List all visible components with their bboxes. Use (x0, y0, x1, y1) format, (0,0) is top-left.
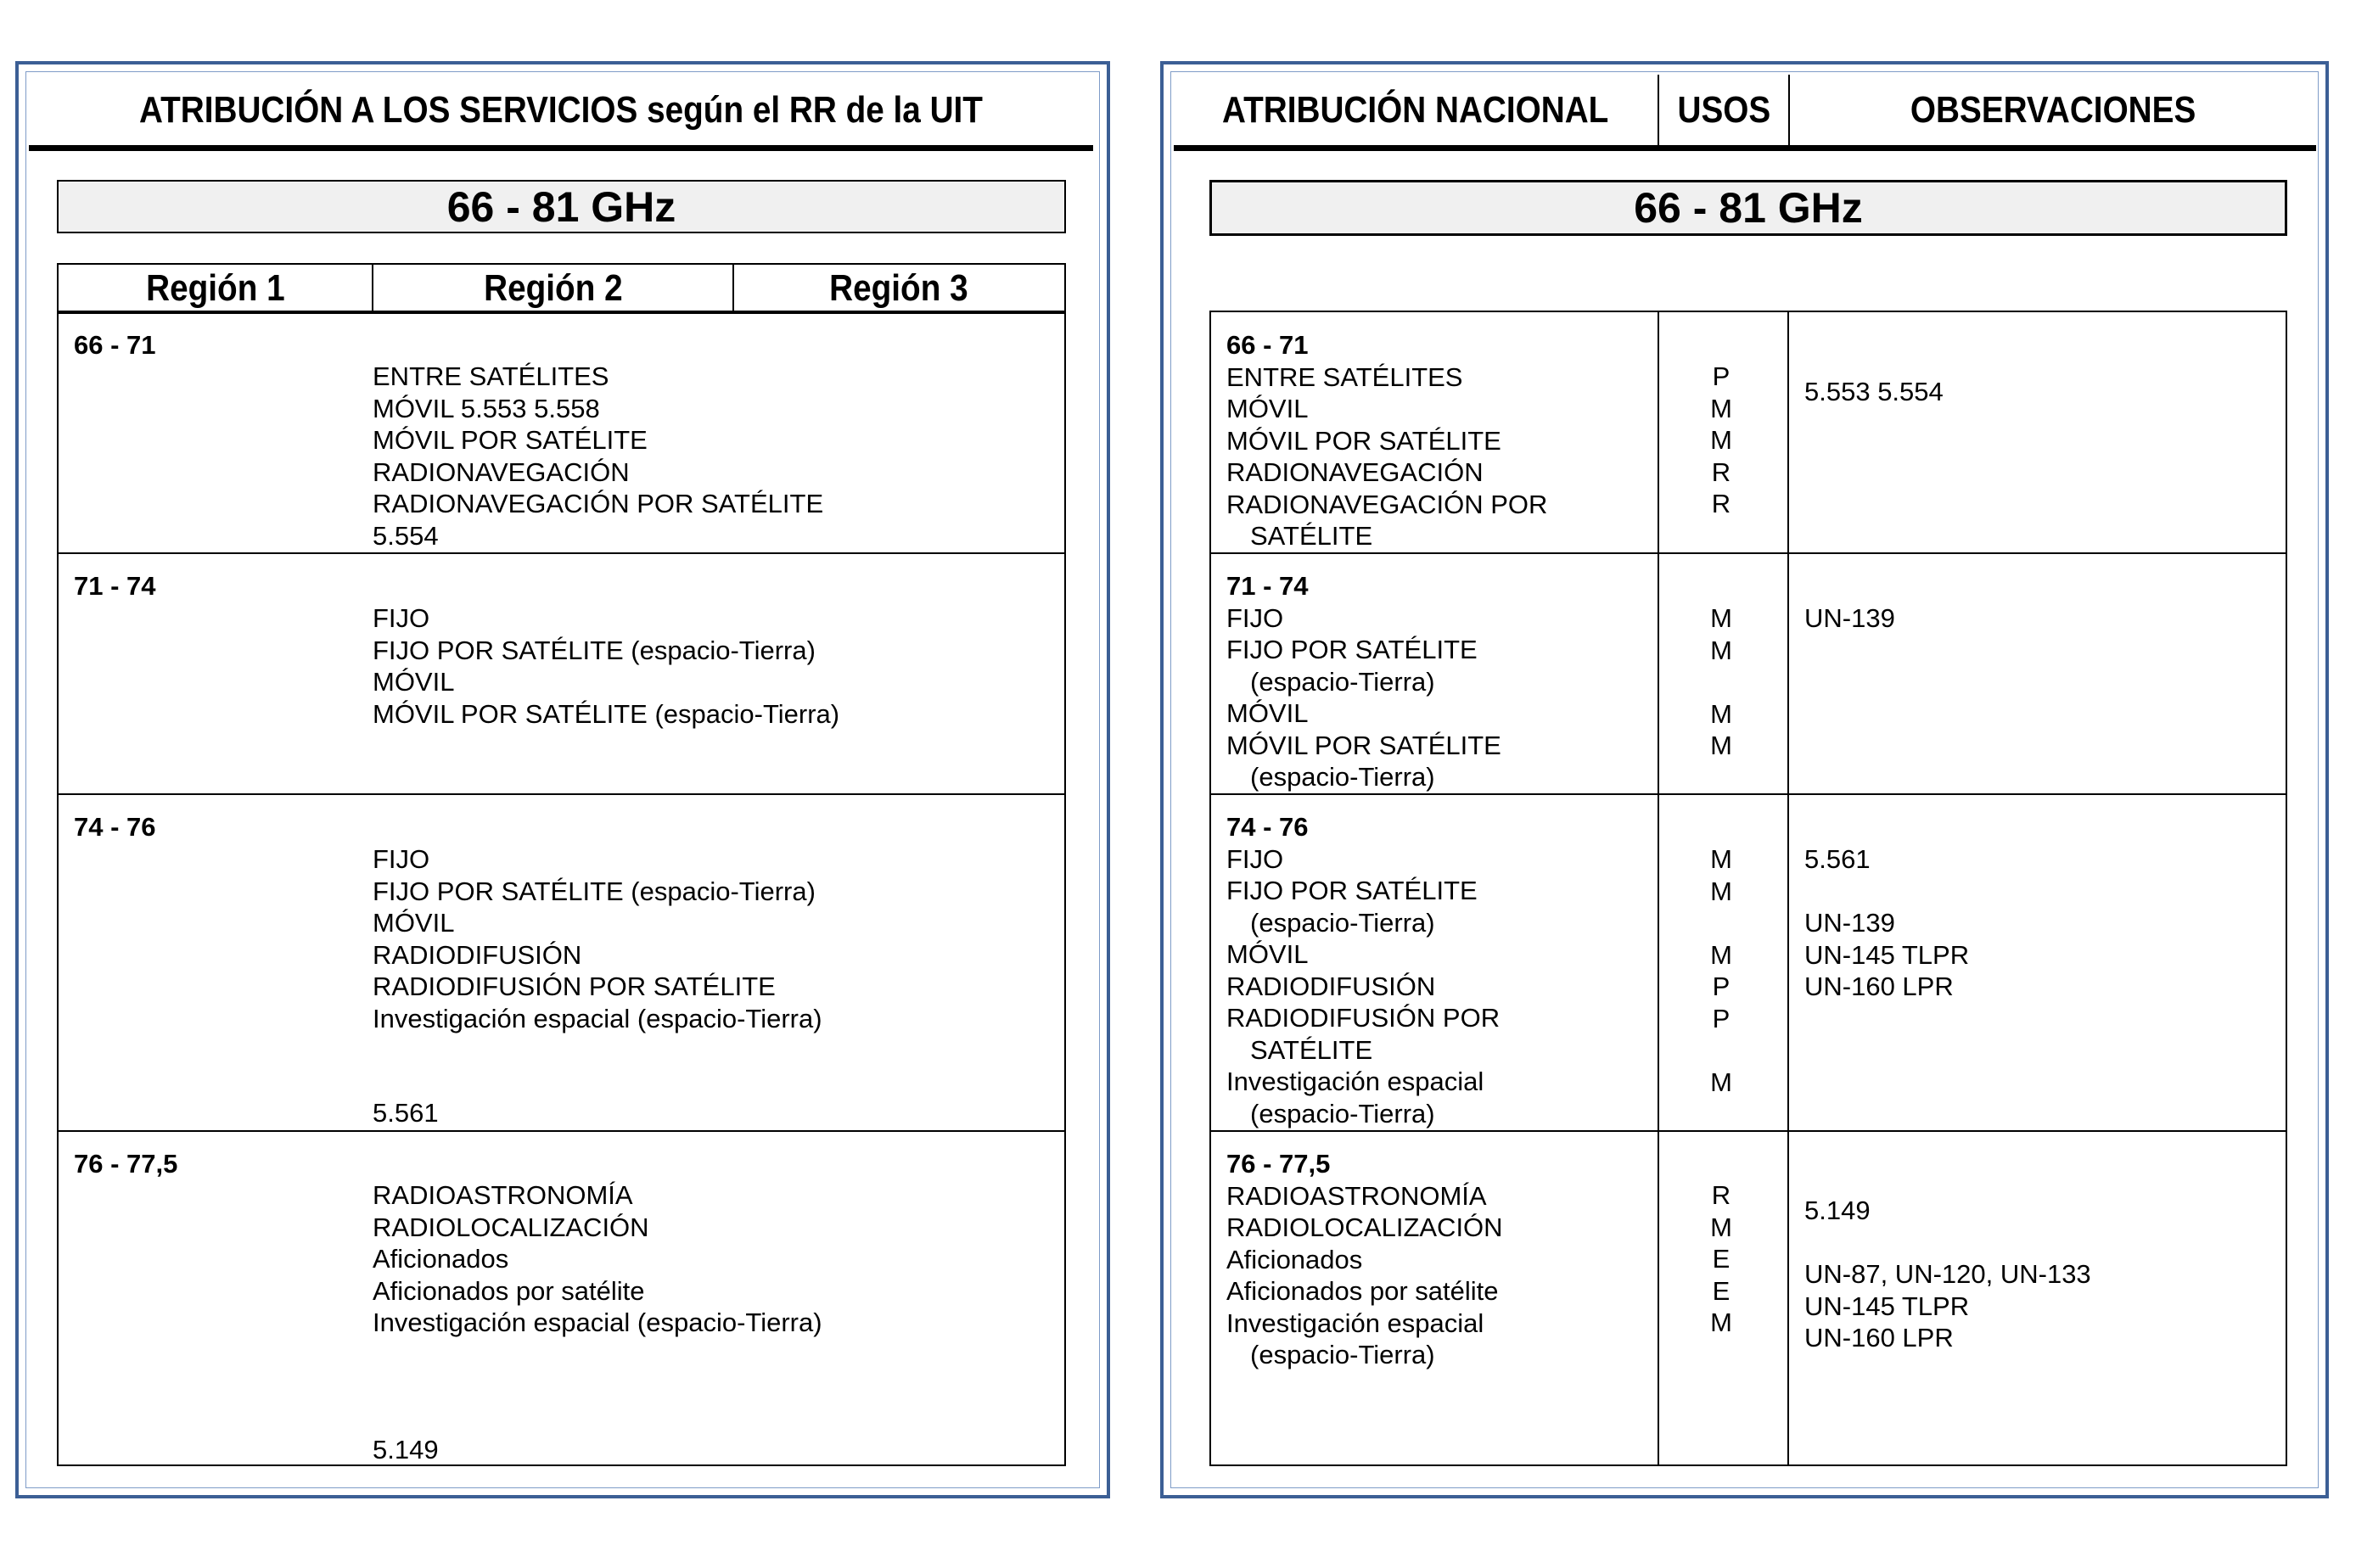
footnote: 5.149 (373, 1435, 439, 1464)
use-code: M (1710, 939, 1732, 970)
service-line: (espacio-Tierra) (1250, 666, 1435, 697)
use-code (1658, 907, 1785, 939)
row-divider (1211, 552, 2286, 554)
use-code: M (1710, 1308, 1732, 1337)
service-line: MÓVIL (373, 667, 455, 697)
use-code: P (1712, 972, 1731, 1001)
service-line: RADIODIFUSIÓN POR SATÉLITE (373, 972, 776, 1001)
service-line: 5.554 (373, 520, 439, 551)
observation-line: UN-139 (1804, 603, 1895, 633)
observation-line (1804, 876, 1969, 908)
table-row (74, 1148, 177, 1180)
service-line: FIJO POR SATÉLITE (espacio-Tierra) (373, 635, 816, 665)
service-line: ENTRE SATÉLITES (1226, 361, 1463, 392)
region-header-row (57, 263, 1066, 314)
left-header (29, 75, 1093, 151)
observation-line: 5.561 (1804, 844, 1871, 874)
service-line: FIJO (373, 603, 430, 633)
row-divider (59, 793, 1064, 795)
left-header-title: ATRIBUCIÓN A LOS SERVICIOS según el RR de la UIT (139, 88, 983, 131)
service-line: (espacio-Tierra) (1250, 907, 1435, 938)
observation-line: UN-160 LPR (1804, 1323, 1954, 1352)
use-code: M (1710, 603, 1732, 633)
service-list (373, 843, 822, 1034)
observations-cell (1804, 843, 1969, 1003)
band-range: 76 - 77,5 (74, 1149, 178, 1179)
service-line: RADIONAVEGACIÓN (1226, 457, 1484, 487)
use-code: R (1711, 489, 1731, 518)
region-divider (732, 265, 734, 312)
national-allocation-cell (1226, 1148, 1503, 1371)
row-divider (1211, 793, 2286, 795)
service-line: MÓVIL (1226, 394, 1309, 423)
observation-line (1804, 1227, 2091, 1259)
use-code: P (1712, 361, 1731, 391)
header-uses: USOS (1677, 88, 1770, 131)
band-range: 66 - 71 (74, 330, 156, 360)
use-code: R (1711, 456, 1731, 487)
service-line: ENTRE SATÉLITES (373, 361, 609, 391)
service-list (373, 361, 823, 552)
service-line: (espacio-Tierra) (1250, 762, 1435, 792)
service-line: MÓVIL (1226, 939, 1309, 969)
right-band-label: 66 - 81 GHz (1634, 184, 1863, 232)
use-code: M (1710, 393, 1732, 423)
service-line: Investigación espacial (espacio-Tierra) (373, 1003, 822, 1033)
national-allocation-cell (1226, 570, 1501, 793)
table-row (74, 811, 156, 843)
table-row (74, 570, 156, 602)
observation-line: 5.553 5.554 (1804, 377, 1944, 406)
service-line: FIJO POR SATÉLITE (1226, 635, 1478, 664)
left-band-title (57, 180, 1066, 233)
service-line: Aficionados por satélite (373, 1275, 645, 1306)
service-line: Investigación espacial (espacio-Tierra) (373, 1308, 822, 1337)
service-line: RADIONAVEGACIÓN POR (1226, 489, 1548, 519)
band-range: 71 - 74 (1226, 571, 1309, 601)
use-code (1658, 666, 1785, 698)
use-code: P (1712, 1003, 1731, 1033)
band-range: 66 - 71 (1226, 330, 1309, 360)
service-list (373, 1179, 822, 1339)
column-divider (1787, 312, 1789, 1464)
observation-line: 5.149 (1804, 1196, 1871, 1225)
use-code (1658, 1034, 1785, 1067)
service-line: RADIONAVEGACIÓN (373, 456, 630, 487)
use-code: M (1710, 1067, 1732, 1097)
observation-line: UN-160 LPR (1804, 972, 1954, 1001)
service-line: MÓVIL (1226, 698, 1309, 728)
uses-cell (1658, 1179, 1785, 1339)
service-line: FIJO (373, 844, 430, 874)
service-line: MÓVIL POR SATÉLITE (espacio-Tierra) (373, 698, 840, 729)
observation-line: UN-145 TLPR (1804, 1291, 1970, 1321)
service-line: FIJO (1226, 843, 1284, 874)
observation-line: UN-139 (1804, 908, 1895, 938)
region-3-header: Región 3 (829, 267, 968, 309)
header-observations: OBSERVACIONES (1910, 88, 2196, 131)
service-line: RADIONAVEGACIÓN POR SATÉLITE (373, 489, 824, 518)
table-row (74, 329, 156, 361)
service-line: SATÉLITE (1250, 521, 1373, 551)
row-divider (59, 1130, 1064, 1132)
service-list (373, 602, 839, 730)
service-line: MÓVIL POR SATÉLITE (1226, 730, 1501, 760)
service-line: FIJO POR SATÉLITE (1226, 876, 1478, 905)
service-line: Investigación espacial (1226, 1067, 1484, 1096)
uses-cell (1658, 843, 1785, 1098)
service-line: SATÉLITE (1250, 1034, 1373, 1065)
header-national-allocation: ATRIBUCIÓN NACIONAL (1222, 88, 1609, 131)
service-line: RADIOLOCALIZACIÓN (373, 1212, 649, 1242)
use-code: M (1710, 635, 1732, 665)
region-2-header: Región 2 (483, 267, 623, 309)
service-line: (espacio-Tierra) (1250, 1340, 1435, 1369)
region-1-header: Región 1 (146, 267, 285, 309)
use-code: M (1710, 876, 1732, 906)
use-code: M (1710, 1212, 1732, 1242)
row-divider (59, 552, 1064, 554)
service-line: MÓVIL 5.553 5.558 (373, 393, 600, 423)
national-allocation-cell (1226, 329, 1547, 552)
observation-line: UN-87, UN-120, UN-133 (1804, 1259, 2091, 1289)
service-line: Aficionados (1226, 1244, 1363, 1274)
service-line: MÓVIL POR SATÉLITE (1226, 425, 1501, 456)
uses-cell (1658, 602, 1785, 762)
right-band-title (1209, 180, 2287, 236)
band-range: 76 - 77,5 (1226, 1149, 1331, 1179)
service-line: MÓVIL POR SATÉLITE (373, 425, 648, 455)
national-allocation-cell (1226, 811, 1500, 1129)
service-line: RADIODIFUSIÓN (373, 939, 582, 970)
uses-cell (1658, 361, 1785, 520)
service-line: RADIOASTRONOMÍA (1226, 1180, 1487, 1211)
footnote: 5.561 (373, 1098, 439, 1128)
use-code: E (1712, 1244, 1731, 1274)
use-code: R (1711, 1180, 1731, 1210)
row-divider (1211, 1130, 2286, 1132)
observations-cell (1804, 602, 1895, 635)
service-line: MÓVIL (373, 908, 455, 938)
observations-cell (1804, 376, 1944, 408)
use-code: M (1710, 731, 1732, 760)
service-line: RADIODIFUSIÓN (1226, 971, 1436, 1001)
observations-cell (1804, 1195, 2091, 1354)
observation-line: UN-145 TLPR (1804, 939, 1970, 970)
use-code: M (1710, 844, 1732, 874)
service-line: RADIODIFUSIÓN POR (1226, 1003, 1501, 1033)
left-band-label: 66 - 81 GHz (446, 182, 676, 231)
service-line: RADIOASTRONOMÍA (373, 1180, 633, 1210)
service-line: Investigación espacial (1226, 1308, 1484, 1338)
service-line: FIJO POR SATÉLITE (espacio-Tierra) (373, 876, 816, 906)
region-divider (372, 265, 373, 312)
band-range: 71 - 74 (74, 571, 156, 601)
service-line: FIJO (1226, 602, 1284, 633)
service-line: Aficionados por satélite (1226, 1276, 1499, 1306)
right-header (1174, 75, 2316, 151)
use-code: E (1712, 1275, 1731, 1306)
service-line: RADIOLOCALIZACIÓN (1226, 1212, 1503, 1242)
service-line: Aficionados (373, 1244, 509, 1274)
band-range: 74 - 76 (1226, 812, 1309, 842)
use-code: M (1710, 425, 1732, 455)
band-range: 74 - 76 (74, 812, 156, 842)
service-line: (espacio-Tierra) (1250, 1098, 1435, 1128)
use-code: M (1710, 698, 1732, 729)
